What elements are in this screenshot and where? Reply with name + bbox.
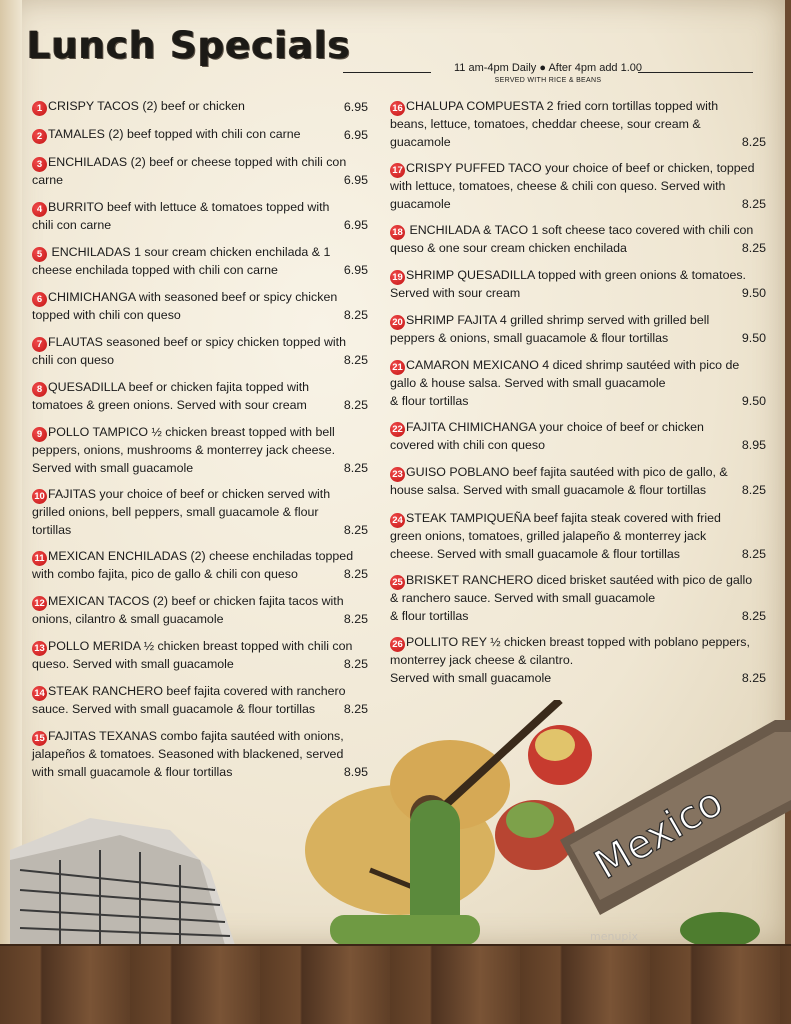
menu-item [32,593,368,629]
item-description: beans, lettuce, tomatoes, cheddar cheese, sour cream & [390,117,701,131]
menu-item-line [390,572,766,590]
item-description: gallo & house salsa. Served with small guacamole [390,376,666,390]
item-number-badge: 25 [390,575,405,590]
item-price: 8.25 [343,702,368,716]
item-price: 8.25 [343,398,368,412]
item-number-badge: 13 [32,641,47,656]
item-price: 8.25 [343,308,368,322]
item-number-badge: 20 [390,315,405,330]
item-description: sauce. Served with small guacamole & flour tortillas [32,702,316,716]
item-number-badge: 24 [390,513,405,528]
item-description: Served with small guacamole [390,670,552,685]
menu-item-line [390,419,766,437]
menu-item [32,486,368,539]
menu-item-line [32,504,368,522]
menu-item-line [32,656,368,674]
item-description: CHALUPA COMPUESTA 2 fried corn tortillas topped with [406,99,719,113]
menu-item [32,154,368,190]
menu-item [390,222,766,258]
menu-item-line [390,116,766,134]
menu-item [32,126,368,144]
item-description: ENCHILADA & TACO 1 soft cheese taco covered with chili con [406,223,754,237]
menu-item-line [32,289,368,307]
item-description: house salsa. Served with small guacamole & flour tortillas [390,483,707,497]
item-price: 8.25 [343,657,368,671]
item-price: 8.95 [741,438,766,452]
menu-item-line [390,240,766,258]
item-number-badge: 7 [32,337,47,352]
menu-item-line [32,352,368,370]
item-price: 8.25 [741,196,766,211]
divider [343,62,431,73]
item-number-badge: 5 [32,247,47,262]
item-description: & flour tortillas [390,393,469,408]
menu-item-line [390,285,766,303]
menu-item-line [32,424,368,442]
menu-item-line [32,98,368,116]
menu-item-line [32,522,368,540]
menu-item-line [390,437,766,455]
item-description: chili con carne [32,218,112,232]
item-description: SHRIMP FAJITA 4 grilled shrimp served with grilled bell [406,313,710,327]
menu-item-line [390,393,766,411]
menu-item-line [390,267,766,285]
item-description: STEAK RANCHERO beef fajita covered with ranchero [48,684,346,698]
menu-item [32,638,368,674]
item-description: POLLO MERIDA ½ chicken breast topped with chili con [48,639,353,653]
item-description: POLLO TAMPICO ½ chicken breast topped with bell [48,425,335,439]
menu-item-line [390,178,766,196]
menu-item-line [390,464,766,482]
item-price: 8.25 [741,608,766,623]
item-description: monterrey jack cheese & cilantro. [390,653,574,667]
item-description: GUISO POBLANO beef fajita sautéed with pico de gallo, & [406,465,728,479]
item-price: 8.25 [343,460,368,475]
menu-item-line [32,728,368,746]
item-description: BRISKET RANCHERO diced brisket sautéed with pico de gallo [406,573,753,587]
menu-item [390,510,766,563]
menu-item-line [32,701,368,719]
menu-item-line [32,172,368,190]
item-price: 8.25 [343,522,368,537]
menu-item-line [390,652,766,670]
item-description: chili con queso [32,353,114,367]
menu-title: Lunch Specials [27,24,351,67]
menu-item-line [32,683,368,701]
menu-item-line [390,482,766,500]
item-number-badge: 3 [32,157,47,172]
item-description: ENCHILADAS (2) beef or cheese topped with chili con [48,155,347,169]
menu-item-line [390,528,766,546]
item-number-badge: 17 [390,163,405,178]
item-price: 8.25 [343,567,368,581]
item-price: 6.95 [343,99,368,114]
item-description: & flour tortillas [390,608,469,623]
menu-item [390,312,766,348]
item-description: TAMALES (2) beef topped with chili con carne [48,127,301,141]
item-description: with combo fajita, pico de gallo & chili con queso [32,567,298,581]
item-price: 8.95 [343,764,368,779]
item-description: green onions, tomatoes, grilled jalapeño & monterrey jack [390,529,707,543]
item-description: carne [32,173,63,187]
menu-item-line [390,375,766,393]
item-description: CRISPY TACOS (2) beef or chicken [48,99,245,113]
menu-item [32,289,368,325]
item-description: MEXICAN TACOS (2) beef or chicken fajita tacos with [48,594,344,608]
item-description: peppers, onions, mushrooms & monterrey jack cheese. [32,443,336,457]
menu-item [32,548,368,584]
menu-item-line [390,330,766,348]
menu-item-line [390,546,766,564]
item-description: queso. Served with small guacamole [32,657,234,671]
menu-item [390,464,766,500]
menu-item-line [390,134,766,152]
item-price: 9.50 [741,331,766,345]
menu-item-line [32,746,368,764]
item-description: CHIMICHANGA with seasoned beef or spicy chicken [48,290,338,304]
item-price: 9.50 [741,286,766,300]
item-number-badge: 11 [32,551,47,566]
menu-item-line [32,548,368,566]
menu-item-line [390,312,766,330]
item-description: FLAUTAS seasoned beef or spicy chicken topped with [48,335,346,349]
item-price: 8.25 [343,353,368,367]
item-description: MEXICAN ENCHILADAS (2) cheese enchiladas topped [48,549,354,563]
item-price: 8.25 [741,670,766,685]
wooden-sign [560,720,791,915]
item-number-badge: 9 [32,427,47,442]
menu-item-line [32,307,368,325]
item-number-badge: 22 [390,422,405,437]
item-description: peppers & onions, small guacamole & flour tortillas [390,331,669,345]
item-number-badge: 2 [32,129,47,144]
menu-item [32,728,368,781]
item-price: 6.95 [343,218,368,232]
item-price: 9.50 [741,393,766,408]
item-description: BURRITO beef with lettuce & tomatoes topped with [48,200,330,214]
menu-item [390,572,766,625]
item-number-badge: 18 [390,225,405,240]
item-description: Served with sour cream [390,286,521,300]
menu-item [390,160,766,213]
menu-item-line [32,244,368,262]
item-number-badge: 6 [32,292,47,307]
item-description: cheese. Served with small guacamole & flour tortillas [390,546,680,561]
menu-item-line [390,670,766,688]
item-description: cheese enchilada topped with chili con carne [32,263,278,277]
menu-item [390,419,766,455]
menu-item-line [32,566,368,584]
item-description: tomatoes & green onions. Served with sour cream [32,398,307,412]
item-number-badge: 19 [390,270,405,285]
menu-item [390,267,766,303]
menu-item-line [32,460,368,478]
divider [638,62,753,73]
watermark-text: menupix [590,930,638,943]
item-number-badge: 26 [390,637,405,652]
item-price: 8.25 [343,612,368,626]
wood-floor [0,946,791,1024]
item-number-badge: 21 [390,360,405,375]
menu-item [32,379,368,415]
menu-item-line [390,608,766,626]
menu-item-line [390,160,766,178]
item-price: 8.25 [741,483,766,497]
item-price: 6.95 [343,173,368,187]
item-description: POLLITO REY ½ chicken breast topped with poblano peppers, [406,635,750,649]
item-description: queso & one sour cream chicken enchilada [390,241,627,255]
item-description: QUESADILLA beef or chicken fajita topped with [48,380,310,394]
item-description: CRISPY PUFFED TACO your choice of beef or chicken, topped [406,161,755,175]
item-description: onions, cilantro & small guacamole [32,612,224,626]
item-number-badge: 15 [32,731,47,746]
menu-item-line [32,334,368,352]
item-description: with small guacamole & flour tortillas [32,764,233,779]
item-number-badge: 23 [390,467,405,482]
menu-item-line [32,638,368,656]
item-description: with lettuce, tomatoes, cheese & chili con queso. Served with [390,179,726,193]
menu-item-line [32,442,368,460]
sign-text: Mexico [587,778,731,889]
item-description: ENCHILADAS 1 sour cream chicken enchilada & 1 [48,245,331,259]
menu-item-line [390,222,766,240]
menu-item-line [390,357,766,375]
menu-item-line [32,154,368,172]
menu-item [390,357,766,410]
menu-item-line [390,196,766,214]
item-number-badge: 14 [32,686,47,701]
menu-item-line [32,486,368,504]
menu-item-line [390,590,766,608]
menu-item [32,244,368,280]
served-with-note: SERVED WITH RICE & BEANS [494,77,602,84]
item-description: jalapeños & tomatoes. Seasoned with blackened, served [32,747,344,761]
item-number-badge: 12 [32,596,47,611]
item-price: 8.25 [741,241,766,255]
item-price: 6.95 [343,263,368,277]
item-description: SHRIMP QUESADILLA topped with green onions & tomatoes. [406,268,747,282]
pyramid-illustration [10,818,235,945]
item-number-badge: 1 [32,101,47,116]
menu-item-line [32,611,368,629]
menu-item-line [32,379,368,397]
menu-item-line [32,199,368,217]
item-number-badge: 4 [32,202,47,217]
item-description: FAJITA CHIMICHANGA your choice of beef or chicken [406,420,704,434]
menu-item-line [32,397,368,415]
item-description: topped with chili con queso [32,308,181,322]
item-description: guacamole [390,134,451,149]
menu-item [32,334,368,370]
menu-item [32,683,368,719]
menu-item-line [32,593,368,611]
menu-item [32,98,368,116]
menu-item-line [390,510,766,528]
item-price: 8.25 [741,546,766,561]
menu-item-line [32,217,368,235]
item-description: CAMARON MEXICANO 4 diced shrimp sautéed with pico de [406,358,740,372]
menu-item-line [32,262,368,280]
hours-line [343,62,753,74]
menu-item-line [390,98,766,116]
item-description: Served with small guacamole [32,460,194,475]
item-number-badge: 16 [390,101,405,116]
menu-item [32,199,368,235]
item-description: grilled onions, bell peppers, small guacamole & flour [32,505,319,519]
menu-item-line [390,634,766,652]
item-description: FAJITAS your choice of beef or chicken served with [48,487,331,501]
menu-item [390,98,766,151]
item-number-badge: 8 [32,382,47,397]
item-description: covered with chili con queso [390,438,545,452]
menu-item [32,424,368,477]
menu-item-line [32,126,368,144]
item-description: FAJITAS TEXANAS combo fajita sautéed with onions, [48,729,344,743]
item-description: tortillas [32,522,72,537]
item-price: 6.95 [343,127,368,142]
hours-text: 11 am-4pm Daily ● After 4pm add 1.00 [453,62,643,74]
item-number-badge: 10 [32,489,47,504]
menu-item-line [32,764,368,782]
item-description: STEAK TAMPIQUEÑA beef fajita steak covered with fried [406,511,721,525]
item-description: & ranchero sauce. Served with small guacamole [390,591,656,605]
item-description: guacamole [390,196,451,211]
menu-item [390,634,766,687]
item-price: 8.25 [741,134,766,149]
